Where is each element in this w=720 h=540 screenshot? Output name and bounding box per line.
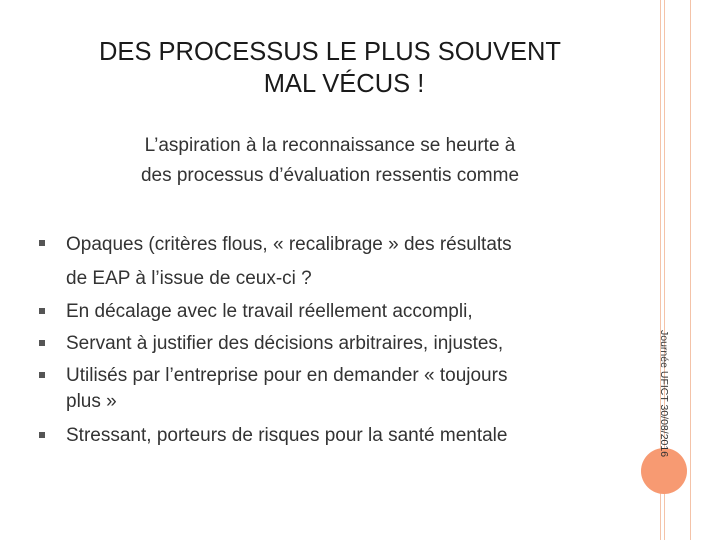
- bullet-text: plus »: [66, 391, 117, 412]
- bullet-text: Servant à justifier des décisions arbitraires, injustes,: [66, 333, 504, 354]
- slide-subtitle: [60, 131, 600, 191]
- bullet-list: [38, 228, 608, 451]
- bullet-item: [38, 363, 608, 415]
- bullet-item: [38, 228, 608, 296]
- bullet-item: [38, 421, 608, 451]
- bullet-text: Utilisés par l’entreprise pour en demander « toujours: [66, 365, 508, 386]
- subtitle-line-1: L’aspiration à la reconnaissance se heurte à: [144, 135, 516, 156]
- bullet-text: de EAP à l’issue de ceux-ci ?: [66, 268, 312, 289]
- bullet-item: [38, 296, 608, 328]
- title-line-2: MAL VÉCUS !: [263, 70, 425, 98]
- bullet-text: En décalage avec le travail réellement accompli,: [66, 301, 473, 322]
- bullet-square-icon: [39, 372, 45, 378]
- bullet-text: Stressant, porteurs de risques pour la santé mentale: [66, 425, 508, 446]
- bullet-item: [38, 328, 608, 360]
- bullet-square-icon: [39, 240, 45, 246]
- decorative-rule: [690, 0, 691, 540]
- bullet-square-icon: [39, 432, 45, 438]
- title-line-1: DES PROCESSUS LE PLUS SOUVENT: [99, 38, 561, 66]
- slide-title: [40, 36, 620, 100]
- subtitle-line-2: des processus d’évaluation ressentis comme: [140, 165, 520, 186]
- bullet-square-icon: [39, 340, 45, 346]
- footer-vertical-text: Journée UFICT 30/08/2016: [658, 330, 670, 458]
- bullet-square-icon: [39, 308, 45, 314]
- bullet-text: Opaques (critères flous, « recalibrage » des résultats: [66, 234, 512, 255]
